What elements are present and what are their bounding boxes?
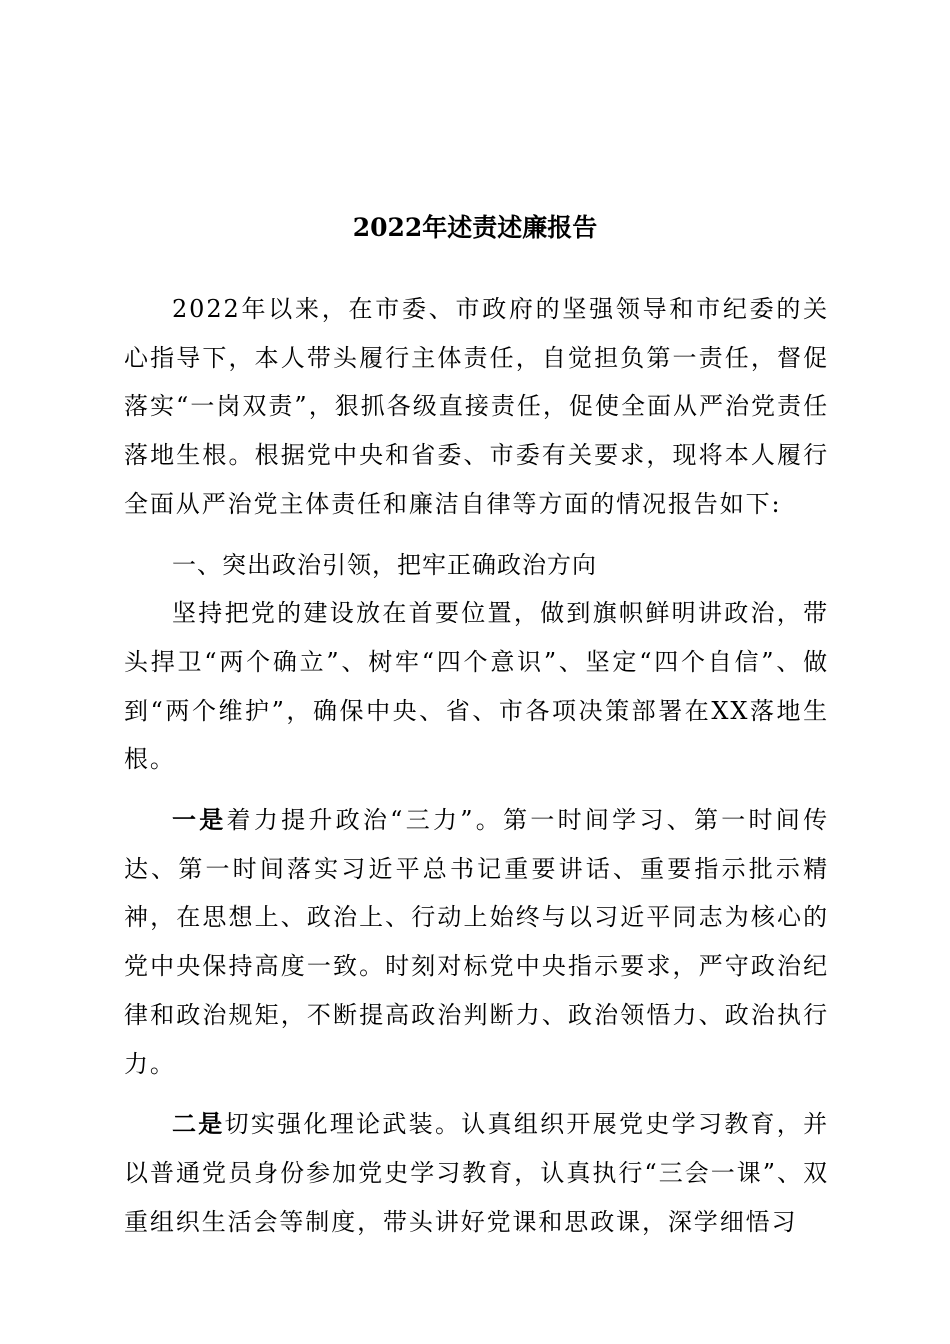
point-one-paragraph <box>124 796 829 1088</box>
intro-paragraph: 2022年以来，在市委、市政府的坚强领导和市纪委的关心指导下，本人带头履行主体责任，自觉担负第一责任，督促落实“一岗双责”，狠抓各级直接责任，促使全面从严治党责任落地生根。根据党中央和省委、市委有关要求，现将本人履行全面从严治党主体责任和廉洁自律等方面的情况报告如下: <box>124 295 829 518</box>
document-body <box>124 285 829 1246</box>
point-two-text: 切实强化理论武装。认真组织开展党史学习教育，并以普通党员身份参加党史学习教育，认真执行“三会一课”、双重组织生活会等制度，带头讲好党课和思政课，深学细悟习 <box>124 1110 829 1236</box>
point-one-lead: 一是 <box>172 806 227 835</box>
point-two-lead: 二是 <box>172 1110 225 1139</box>
point-two-paragraph <box>124 1100 829 1246</box>
document-title: 2022年述责述廉报告 <box>352 213 598 242</box>
section-summary-paragraph: 坚持把党的建设放在首要位置，做到旗帜鲜明讲政治，带头捍卫“两个确立”、树牢“四个意识”、坚定“四个自信”、做到“两个维护”，确保中央、省、市各项决策部署在XX落地生根。 <box>124 599 829 774</box>
point-one-text: 着力提升政治“三力”。第一时间学习、第一时间传达、第一时间落实习近平总书记重要讲话、重要指示批示精神，在思想上、政治上、行动上始终与以习近平同志为核心的党中央保持高度一致。时刻对标党中央指示要求，严守政治纪律和政治规矩，不断提高政治判断力、政治领悟力、政治执行力。 <box>124 806 829 1078</box>
section-heading: 一、突出政治引领，把牢正确政治方向 <box>172 550 597 579</box>
